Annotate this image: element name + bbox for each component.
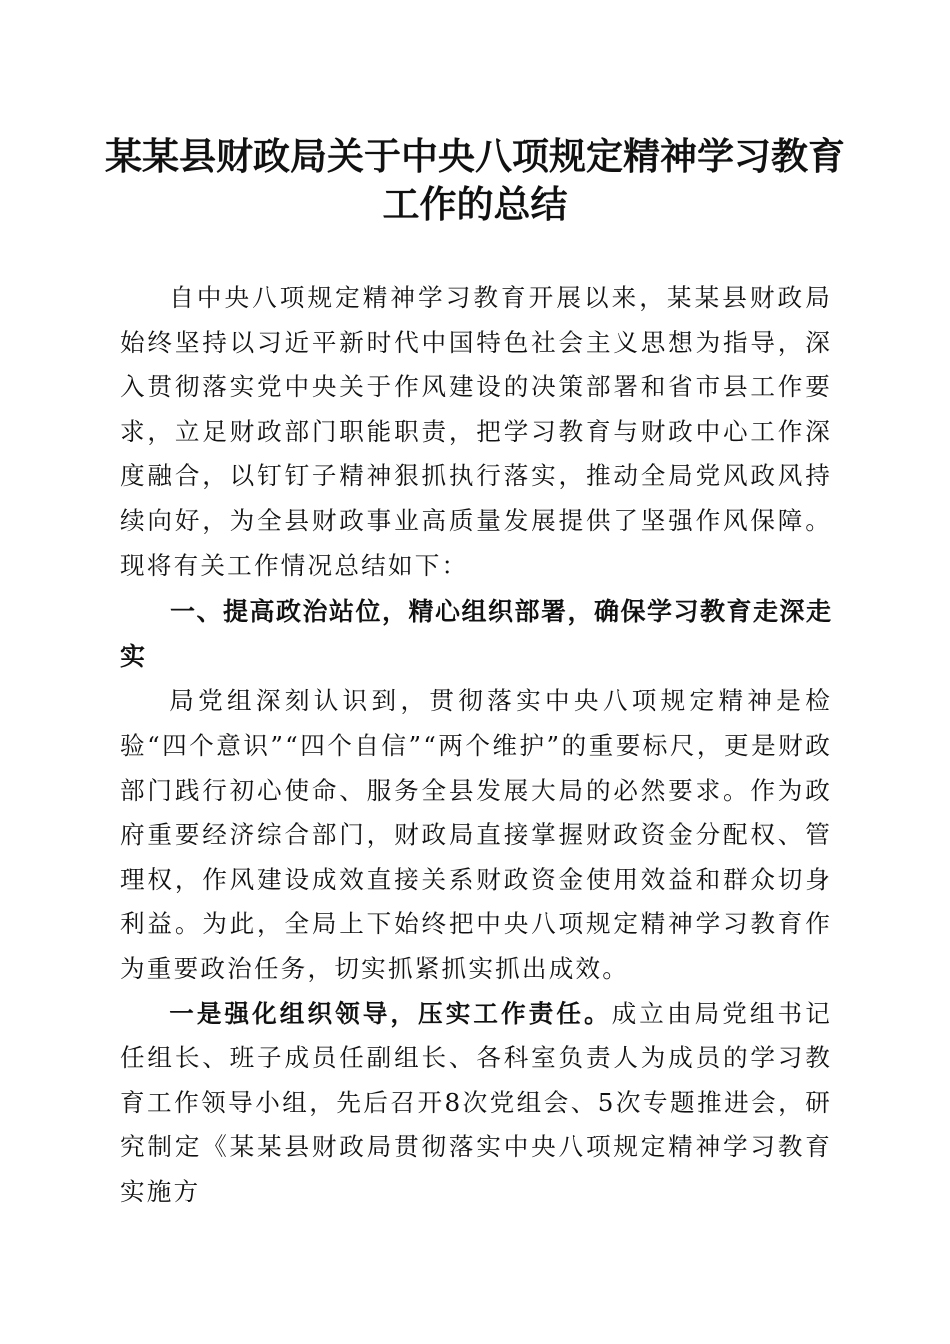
section-1-paragraph: 局党组深刻认识到，贯彻落实中央八项规定精神是检验“四个意识”“四个自信”“两个维护”的重要标尺，更是财政部门践行初心使命、服务全县发展大局的必然要求。作为政府重要经济综合部门，财政局直接掌握财政资金分配权、管理权，作风建设成效直接关系财政资金使用效益和群众切身利益。为此，全局上下始终把中央八项规定精神学习教育作为重要政治任务，切实抓紧抓实抓出成效。: [120, 686, 832, 983]
title-line-2: 工作的总结: [382, 182, 568, 226]
intro-paragraph: 自中央八项规定精神学习教育开展以来，某某县财政局始终坚持以习近平新时代中国特色社会主义思想为指导，深入贯彻落实党中央关于作风建设的决策部署和省市县工作要求，立足财政部门职能职责，把学习教育与财政中心工作深度融合，以钉钉子精神狠抓执行落实，推动全局党风政风持续向好，为全县财政事业高质量发展提供了坚强作风保障。现将有关工作情况总结如下：: [120, 283, 832, 580]
title-line-1: 某某县财政局关于中央八项规定精神学习教育: [105, 134, 845, 178]
item-1-text: 成立由局党组书记任组长、班子成员任副组长、各科室负责人为成员的学习教育工作领导小组，先后召开8次党组会、5次专题推进会，研究制定《某某县财政局贯彻落实中央八项规定精神学习教育实施方: [120, 998, 833, 1206]
section-1-item-1: [120, 992, 832, 1215]
document-title: [100, 132, 850, 228]
section-heading-1: 一、提高政治站位，精心组织部署，确保学习教育走深走实: [120, 597, 832, 671]
document-body: [120, 276, 832, 1214]
item-1-lead: 一是强化组织领导，压实工作责任。: [169, 998, 612, 1028]
